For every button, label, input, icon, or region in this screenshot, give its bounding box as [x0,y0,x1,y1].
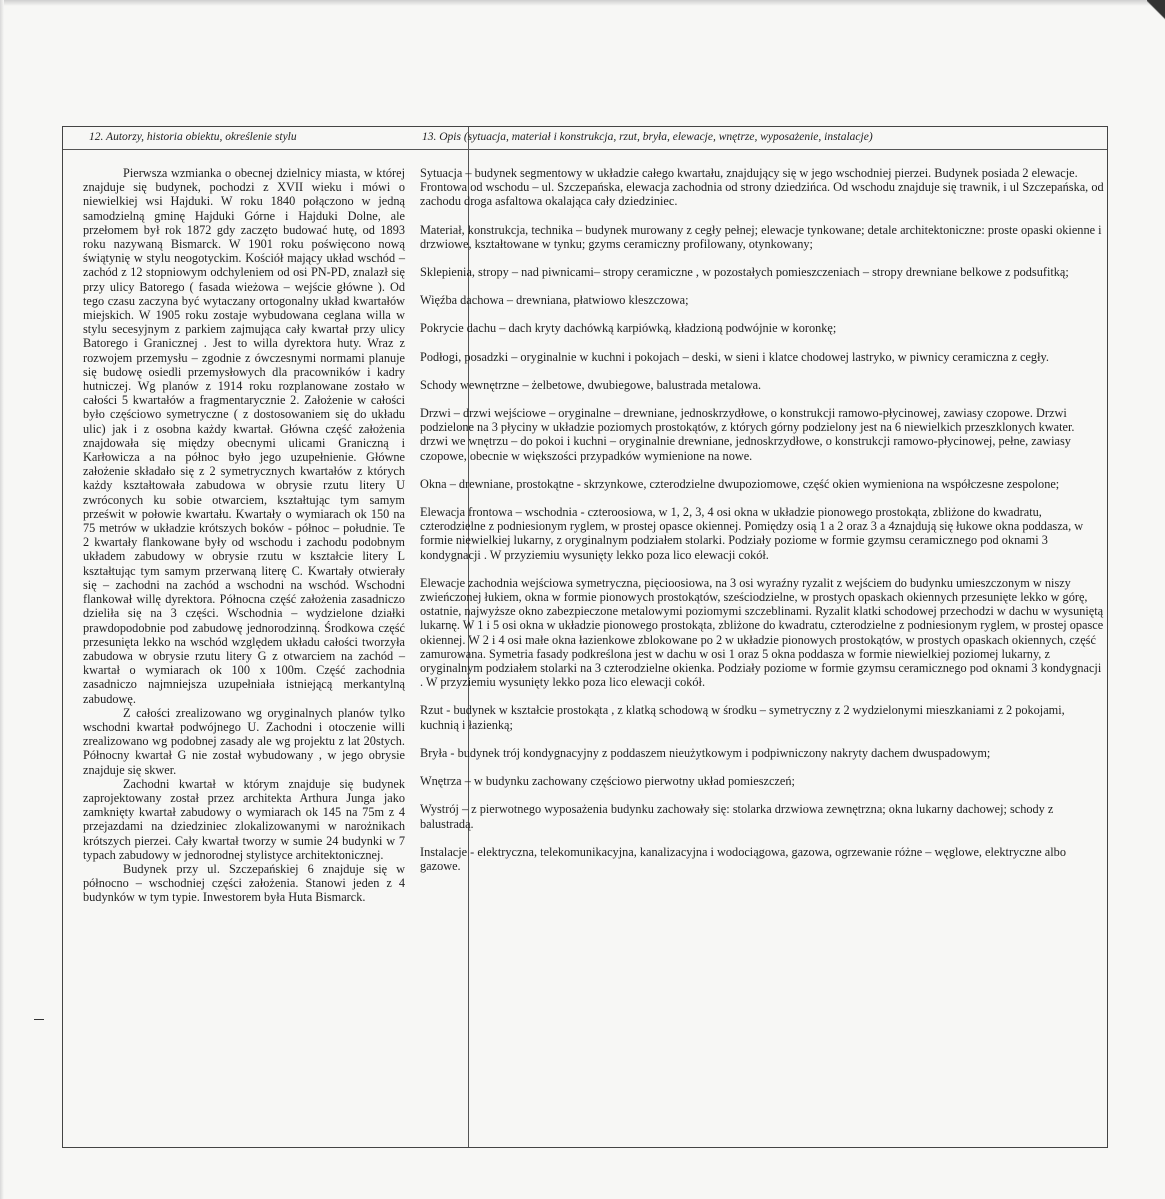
description-doors: Drzwi – drzwi wejściowe – oryginalne – drewniane, jednoskrzydłowe, o konstrukcji ramowo-płycinowej, zawiasy czopowe. Drzwi podzielone na 3 płyciny w układzie poziomych prostokątów, z których górny podzielony jest na 6 niewielkich przeszklonych kwater. [420,406,1075,435]
description-front-elevation: Elewacja frontowa – wschodnia - czteroosiowa, w 1, 2, 3, 4 osi okna w układzie pionowego prostokąta, zbliżone do kwadratu, czterodzielne z podniesionym ryglem, w prostej opasce okiennej. Pomiędzy osią 1 a 2 oraz 3 a 4znajdują się łukowe okna poddasza, w formie niewielkiej lukarny, z oryginalnym podziałem stolarki. Podziały poziome w formie gzymsu ceramicznego pod oknami 3 kondygnacji . W przyziemiu wysunięty lekko poza lico elewacji cokół. [420,505,1084,562]
description-roofing: Pokrycie dachu – dach kryty dachówką karpiówką, kładzioną podwójnie w koronkę; [420,321,837,336]
description-installations: Instalacje - elektryczna, telekomunikacyjna, kanalizacyjna i wodociągowa, gazowa, ogrzewanie różne – węglowe, elektryczne albo gazowe. [420,844,1066,873]
scan-edge-top [0,0,1165,6]
section-13-header: 13. Opis (sytuacja, materiał i konstrukcja, rzut, bryła, elewacje, wnętrze, wyposażenie, instalacje) [422,131,873,143]
description-column [420,166,1104,873]
scan-corner-shadow [1147,0,1165,22]
history-column [83,166,405,905]
history-paragraph: Zachodni kwartał w którym znajduje się budynek zaprojektowany został przez architekta Arthura Junga jako zamknięty kwartał zabudowy o wymiarach ok 145 na 75m z 4 przejazdami na dziedziniec zlokalizowanymi w narożnikach krótszych pierzei. Cały kwartał tworzy w sumie 24 budynki w 7 typach zabudowy w jednorodnej stylistyce architektonicznej. [83,776,405,862]
description-furnishing: Wystrój – z pierwotnego wyposażenia budynku zachowały się: stolarka drzwiowa zewnętrzna; okna lukarny dachowej; schody z balustradą. [420,802,1054,831]
history-paragraph: Z całości zrealizowano wg oryginalnych planów tylko wschodni kwartał podwójnego U. Zachodni i otoczenie willi zrealizowano wg podobnej zasady ale wg projektu z lat 20stych. Północny kwartał G nie został wybudowany , w jego obrysie znajduje się skwer. [83,705,405,777]
description-windows: Okna – drewniane, prostokątne - skrzynkowe, czterodzielne dwupoziomowe, część okien wymieniona na współczesne zespolone; [420,476,1060,491]
description-roof-truss: Więźba dachowa – drewniana, płatwiowo kleszczowa; [420,293,689,308]
description-west-elevation: Elewacje zachodnia wejściowa symetryczna, pięcioosiowa, na 3 osi wyraźny ryzalit z wejściem do budynku umieszczonym w niszy zwieńczonej łukiem, okna w formie pionowych prostokątów, sześciodzielne, w prostych opaskach okiennych przesunięte lekko w górę, ostatnie, najwyższe okno zabezpieczone metalowymi poziomymi szczeblinami. Ryzalit klatki schodowej przechodzi w dachu w wysuniętą lukarnę. W 1 i 5 osi okna w układzie pionowego prostokąta, zbliżone do kwadratu, czterodzielne z podniesionym ryglem, w prostej opasce okiennej. W 2 i 4 osi małe okna łazienkowe zblokowane po 2 w układzie pionowych prostokątów, w prostych opaskach okiennych, część zamurowana. Symetria fasady podkreślona jest w dachu w osi 1 oraz 5 okna poddasza w formie niewielkiej poziomej lukarny, z oryginalnym podziałem stolarki na 3 czterodzielne okienka. Podziały poziome w formie gzymsu ceramicznego pod oknami 3 kondygnacji . W przyziemiu wysunięty lekko poza lico elewacji cokół. [420,575,1104,690]
header-rule [63,149,1107,150]
history-paragraph: Pierwsza wzmianka o obecnej dzielnicy miasta, w której znajduje się budynek, pochodzi z XVII wieku i mówi o niewielkiej wsi Hajduki. W roku 1840 połączono w jedną samodzielną gminę Hajduki Górne i Hajduki Dolne, ale przełomem był rok 1872 gdy zaczęto budować hutę, od 1893 roku nazywaną Bismarck. W 1901 roku poświęcono nową świątynię w stylu neogotyckim. Kościół mający układ wschód – zachód z 12 stopniowym odchyleniem od osi PN-PD, znalazł się przy ulicy Batorego ( fasada wieżowa – wejście główne ). Od tego czasu zaczyna być wytaczany ortogonalny układ kwartałów miejskich. W 1905 roku zostaje wybudowana ceglana willa w stylu secesyjnym z parkiem zajmująca cały kwartał przy ulicy Batorego i Granicznej . Jest to willa dyrektora huty. Wraz z rozwojem przemysłu – zgodnie z ówczesnymi normami planuje się budowę osiedli przemysłowych dla pracowników i kadry hutniczej. Wg planów z 1914 roku rozplanowane zostało w całości 5 kwartałów a fragmentarycznie 2. Założenie w całości było częściowo symetryczne ( z dostosowaniem się do układu ulic) jak i z osobna każdy kwartał. Główna część założenia znajdowała się między obecnymi ulicami Graniczną i Karłowicza a na północ było jego uzupełnienie. Główne założenie składało się z 2 symetrycznych kwartałów z których każdy kształtowała zabudowa w obrysie rzutu litery U zwróconych ku sobie otwarciem, kształtując tym samym prześwit w połowie kwartału. Kwartały o wymiarach ok 150 na 75 metrów w układzie krótszych boków - północ – południe. Te 2 kwartały flankowane były od wschodu i zachodu podobnym układem zabudowy w obrysie rzutu w kształcie litery L kształtując tym samym przerwaną literę C. Kwartały otwierały się – zachodni na zachód a wschodni na wschód. Wschodni flankował willę dyrektora. Północna część założenia zasadniczo dzieliła się na 3 części. Wschodnia – wydzielone działki prawdopodobnie pod zabudowę jednorodzinną. Środkowa część przesunięta lekko na wschód względem układu całości tworzyła zabudowa w obrysie rzutu litery G z otwarciem na zachód – kwartał o wymiarach ok 100 x 100m. Część zachodnia zasadniczo najmniejsza uzupełniała istniejącą merkantylną zabudowę. [83,166,405,706]
description-material: Materiał, konstrukcja, technika – budynek murowany z cegły pełnej; elewacje tynkowane; detale architektoniczne: proste opaski okienne i drzwiowe, kształtowane w tynku; gzyms ceramiczny profilowany, otynkowany; [420,222,1102,251]
description-massing: Bryła - budynek trój kondygnacyjny z poddaszem nieużytkowym i podpiwniczony nakryty dachem dwuspadowym; [420,745,991,760]
description-interior-doors: drzwi we wnętrzu – do pokoi i kuchni – oryginalnie drewniane, jednoskrzydłowe, o konstrukcji ramowo-płycinowej, pełne, zawiasy czopowe, obecnie w większości przypadków wymienione na nowe. [420,434,1071,463]
description-plan: Rzut - budynek w kształcie prostokąta , z klatką schodową w środku – symetryczny z 2 wydzielonymi mieszkaniami z 2 pokojami, kuchnią i łazienką; [420,703,1065,732]
margin-mark [34,1019,44,1020]
description-stairs: Schody wewnętrzne – żelbetowe, dwubiegowe, balustrada metalowa. [420,377,762,392]
scan-edge-left [0,0,4,1199]
description-floors: Podłogi, posadzki – oryginalnie w kuchni i pokojach – deski, w sieni i klatce chodowej lastryko, w piwnicy ceramiczna z cegły. [420,349,1049,364]
section-12-header: 12. Autorzy, historia obiektu, określenie stylu [89,131,297,143]
history-paragraph: Budynek przy ul. Szczepańskiej 6 znajduje się w północno – wschodniej części założenia. Stanowi jeden z 4 budynków w tym typie. Inwestorem była Huta Bismarck. [83,861,405,905]
description-ceilings: Sklepienia, stropy – nad piwnicami– stropy ceramiczne , w pozostałych pomieszczeniach – stropy drewniane belkowe z podsufitką; [420,265,1069,280]
description-situation: Sytuacja – budynek segmentowy w układzie całego kwartału, znajdujący się w jego wschodniej pierzei. Budynek posiada 2 elewacje. Frontowa od wschodu – ul. Szczepańska, elewacja zachodnia od strony dziedzińca. Od wschodu znajduje się trawnik, i ul Szczepańska, od zachodu droga asfaltowa okalająca cały dziedziniec. [420,166,1104,209]
description-interiors: Wnętrza – w budynku zachowany częściowo pierwotny układ pomieszczeń; [420,774,795,789]
